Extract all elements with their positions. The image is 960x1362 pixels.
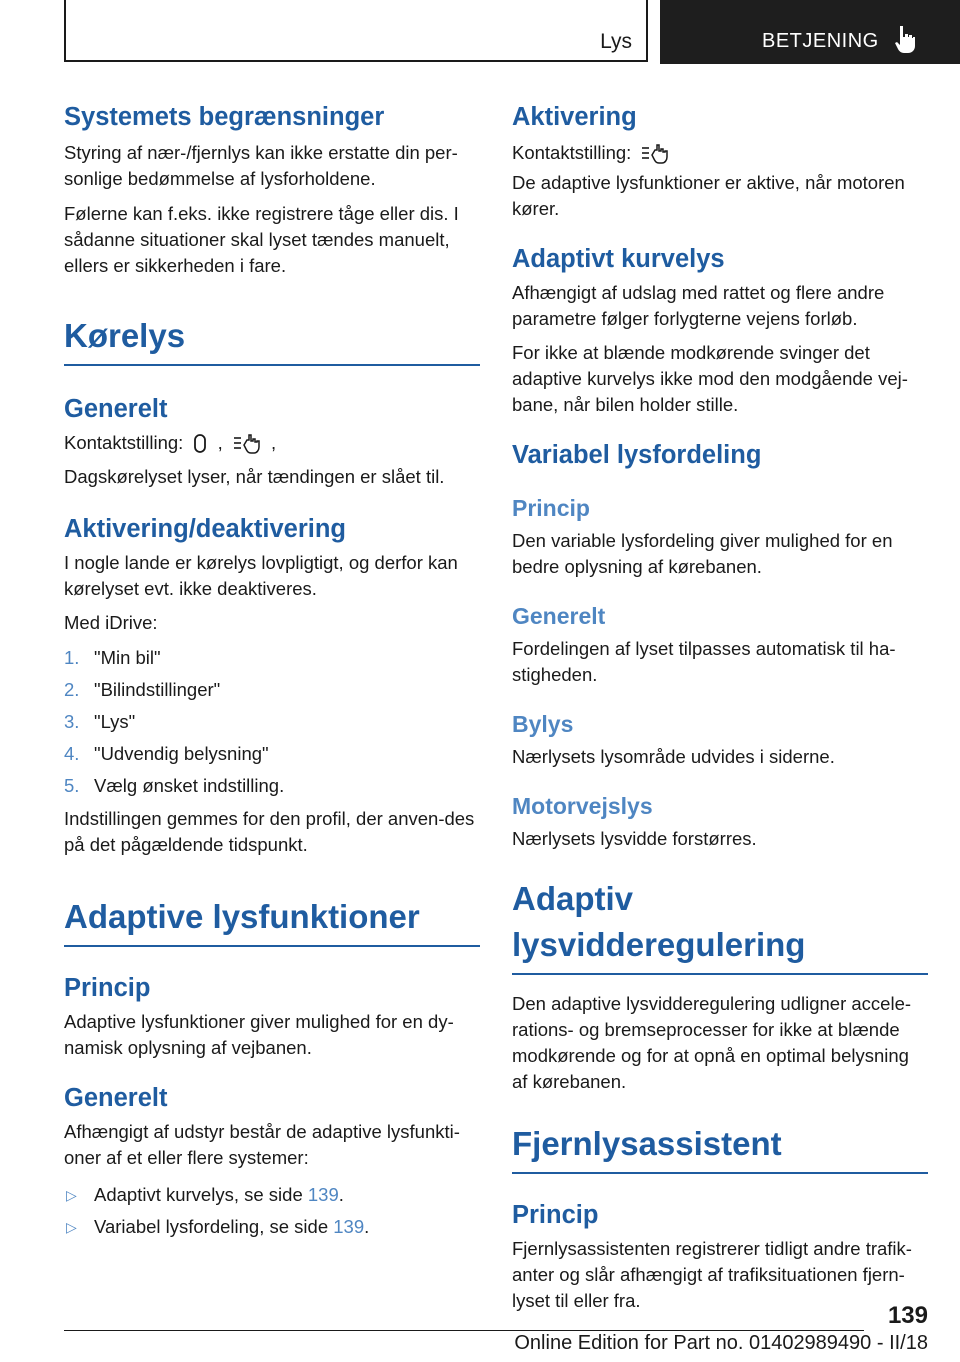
bylys-paragraph: Nærlysets lysområde udvides i siderne. <box>512 746 835 768</box>
footer-divider <box>64 1330 864 1331</box>
princip-paragraph: Adaptive lysfunktioner giver mulighed for en dy-namisk oplysning af vejbanen. <box>64 1011 454 1059</box>
edition-note: Online Edition for Part no. 01402989490 - II/18 <box>514 1332 928 1354</box>
page-number: 139 <box>887 1302 928 1329</box>
heading-princip-high-beam: Princip <box>512 1201 599 1230</box>
idrive-steps <box>64 642 480 802</box>
engine-running-icon <box>640 142 670 166</box>
page-link[interactable]: 139 <box>333 1216 365 1238</box>
heading-generelt: Generelt <box>64 395 168 423</box>
kontakt-line-right <box>512 140 928 166</box>
list-item: ▷ Adaptivt kurvelys, se side 139. <box>64 1179 480 1211</box>
list-item: 1. "Min bil" <box>64 647 161 669</box>
generelt-2-paragraph: Afhængigt af udstyr består de adaptive lysfunkti-oner af et eller flere systemer: <box>64 1121 460 1169</box>
separator: , <box>217 432 223 453</box>
pointing-hand-icon <box>894 24 916 54</box>
aktivering-paragraph: De adaptive lysfunktioner er aktive, når motoren kører. <box>512 172 905 220</box>
systems-list <box>64 1179 480 1243</box>
heading-princip-right: Princip <box>512 495 590 522</box>
left-column <box>64 100 480 1243</box>
page-link[interactable]: 139 <box>307 1184 339 1206</box>
triangle-bullet-icon: ▷ <box>66 1219 77 1236</box>
kontakt-label: Kontaktstilling: <box>64 432 184 453</box>
headlight-range-paragraph: Den adaptive lysvidderegulering udligner accele-rations- og bremseprocesser for ikke at blænde modkørende og for at opnå en optimal belysning af kørebanen. <box>512 993 912 1093</box>
heading-generelt-2: Generelt <box>64 1084 168 1113</box>
kontakt-line <box>64 430 480 456</box>
section-tab-label: BETJENING <box>762 30 879 52</box>
heading-adaptive-headlight-range: Adaptiv lysvidderegulering <box>512 876 928 975</box>
heading-motorvejslys: Motorvejslys <box>512 793 653 820</box>
kontakt-label: Kontaktstilling: <box>512 142 632 163</box>
heading-princip: Princip <box>64 974 151 1003</box>
triangle-bullet-icon: ▷ <box>66 1187 77 1204</box>
curve-light-paragraph-1: Afhængigt af udslag med rattet og flere andre parametre følger forlygterne vejens forløb. <box>512 282 885 330</box>
limits-paragraph-1: Styring af nær-/fjernlys kan ikke erstatte din per-sonlige bedømmelse af lysforholdene. <box>64 142 458 189</box>
chapter-tab <box>64 0 648 62</box>
list-item: 2. "Bilindstillinger" <box>64 679 221 701</box>
list-item: ▷ Variabel lysfordeling, se side 139. <box>64 1211 480 1243</box>
activation-paragraph-2: Med iDrive: <box>64 612 158 634</box>
activation-paragraph-3: Indstillingen gemmes for den profil, der anven-des på det pågældende tidspunkt. <box>64 808 475 856</box>
generelt-right-paragraph: Fordelingen af lyset tilpasses automatisk til ha-stigheden. <box>512 638 896 686</box>
heading-adaptive-curve-light: Adaptivt kurvelys <box>512 245 725 274</box>
princip-right-paragraph: Den variable lysfordeling giver mulighed for en bedre oplysning af kørebanen. <box>512 530 893 578</box>
list-item: 4. "Udvendig belysning" <box>64 743 269 765</box>
ignition-on-icon <box>232 432 262 456</box>
heading-high-beam-assistant: Fjernlysassistent <box>512 1121 928 1174</box>
heading-generelt-right: Generelt <box>512 603 606 630</box>
motorvejslys-paragraph: Nærlysets lysvidde forstørres. <box>512 828 757 850</box>
chapter-tab-label: Lys <box>600 30 632 53</box>
heading-adaptive-light-functions: Adaptive lysfunktioner <box>64 894 480 947</box>
limits-paragraph-2: Følerne kan f.eks. ikke registrere tåge eller dis. I sådanne situationer skal lyset tændes manuelt, ellers er sikkerheden i fare. <box>64 203 459 276</box>
section-tab <box>660 0 960 64</box>
list-item: 5. Vælg ønsket indstilling. <box>64 775 285 797</box>
activation-paragraph-1: I nogle lande er kørelys lovpligtigt, og derfor kan kørelyset evt. ikke deaktiveres. <box>64 552 458 600</box>
page-header <box>64 0 960 64</box>
high-beam-paragraph: Fjernlysassistenten registrerer tidligt andre trafik-anter og slår afhængigt af trafiksituationen fjern-lyset til eller fra. <box>512 1238 912 1312</box>
ignition-off-icon <box>192 433 208 455</box>
right-column <box>512 100 928 1314</box>
curve-light-paragraph-2: For ikke at blænde modkørende svinger det adaptive kurvelys ikke mod den modgående vej-bane, når bilen holder stille. <box>512 342 908 416</box>
list-item: 3. "Lys" <box>64 711 136 733</box>
heading-system-limits: Systemets begrænsninger <box>64 103 385 131</box>
heading-variable-light-distribution: Variabel lysfordeling <box>512 441 762 470</box>
heading-aktivering: Aktivering <box>512 103 637 131</box>
heading-korelys: Kørelys <box>64 313 480 366</box>
generelt-paragraph: Dagskørelyset lyser, når tændingen er slået til. <box>64 466 445 488</box>
separator: , <box>271 432 277 453</box>
heading-activation-deactivation: Aktivering/deaktivering <box>64 515 347 544</box>
heading-bylys: Bylys <box>512 711 574 738</box>
